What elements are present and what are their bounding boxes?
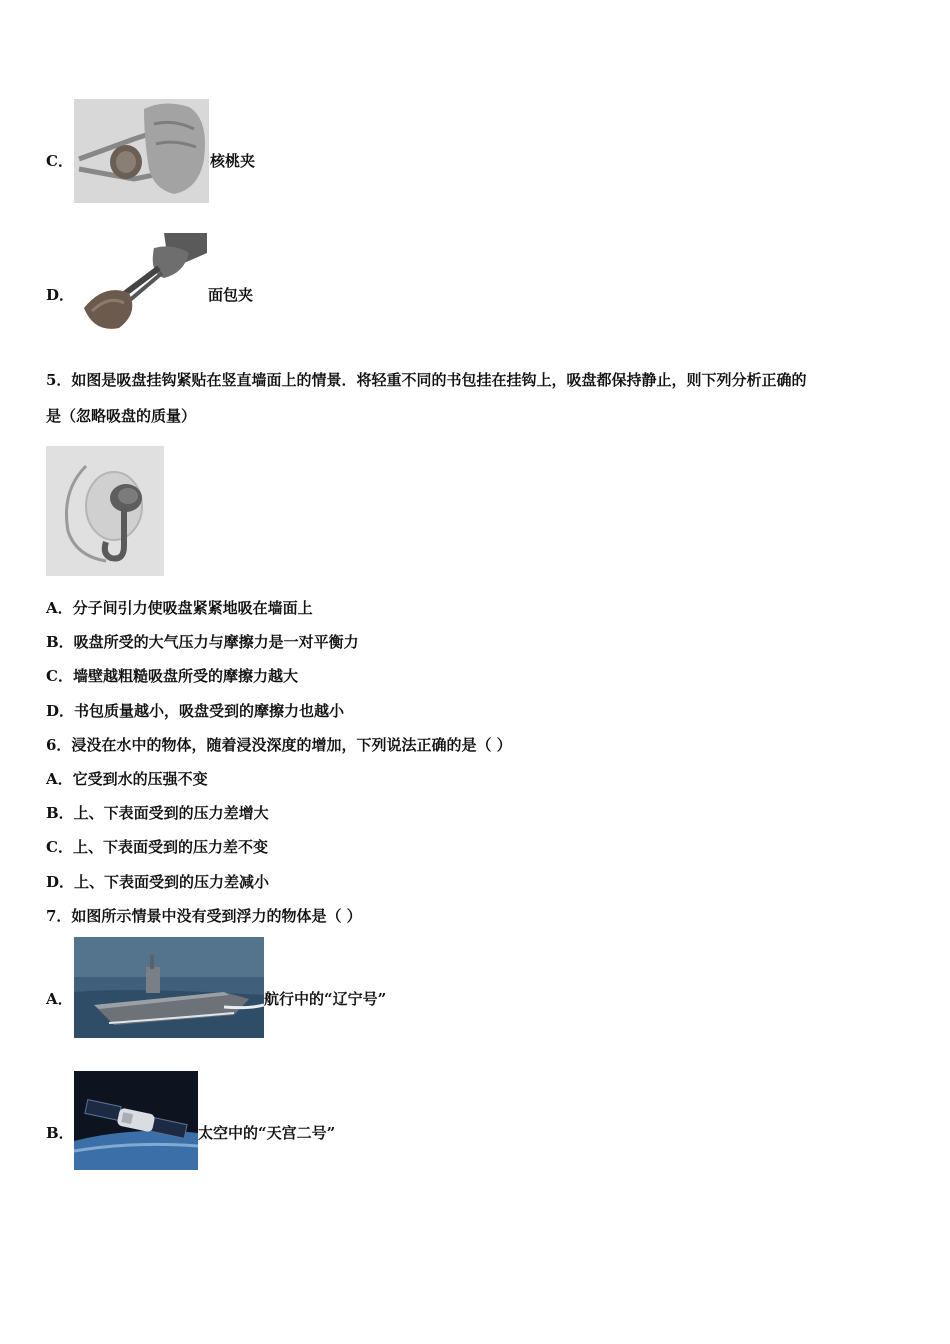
walnut-cracker-image — [74, 99, 209, 203]
option-c-caption: 核桃夹 — [210, 152, 256, 170]
q7-option-a-caption: 航行中的“辽宁号” — [264, 990, 387, 1008]
q7-option-b-letter: B． — [46, 1124, 74, 1142]
option-d-caption: 面包夹 — [208, 286, 254, 304]
q7-option-b-caption: 太空中的“天宫二号” — [198, 1124, 336, 1142]
q5-stem-line2: 是（忽略吸盘的质量） — [46, 407, 197, 425]
q5-option-a: A．分子间引力使吸盘紧紧地吸在墙面上 — [46, 599, 313, 617]
q5-stem-line1: 5．如图是吸盘挂钩紧贴在竖直墙面上的情景．将轻重不同的书包挂在挂钩上，吸盘都保持静止，则下列分析正确的 — [46, 371, 807, 389]
q5-option-b: B．吸盘所受的大气压力与摩擦力是一对平衡力 — [46, 633, 359, 651]
q7-option-a-letter: A． — [46, 990, 73, 1008]
bread-tongs-image — [74, 233, 207, 333]
q6-option-c: C．上、下表面受到的压力差不变 — [46, 838, 268, 856]
q5-option-c: C．墙壁越粗糙吸盘所受的摩擦力越大 — [46, 667, 298, 685]
q6-option-d: D．上、下表面受到的压力差减小 — [46, 873, 270, 891]
q6-stem: 6．浸没在水中的物体，随着浸没深度的增加，下列说法正确的是（ ） — [46, 736, 512, 754]
option-c-letter: C． — [46, 152, 73, 170]
q7-stem: 7．如图所示情景中没有受到浮力的物体是（ ） — [46, 907, 362, 925]
aircraft-carrier-image — [74, 937, 264, 1038]
suction-hook-image — [46, 446, 164, 576]
q5-option-d: D．书包质量越小，吸盘受到的摩擦力也越小 — [46, 702, 345, 720]
space-station-image — [74, 1071, 198, 1170]
option-d-letter: D． — [46, 286, 75, 304]
q6-option-a: A．它受到水的压强不变 — [46, 770, 208, 788]
q6-option-b: B．上、下表面受到的压力差增大 — [46, 804, 269, 822]
